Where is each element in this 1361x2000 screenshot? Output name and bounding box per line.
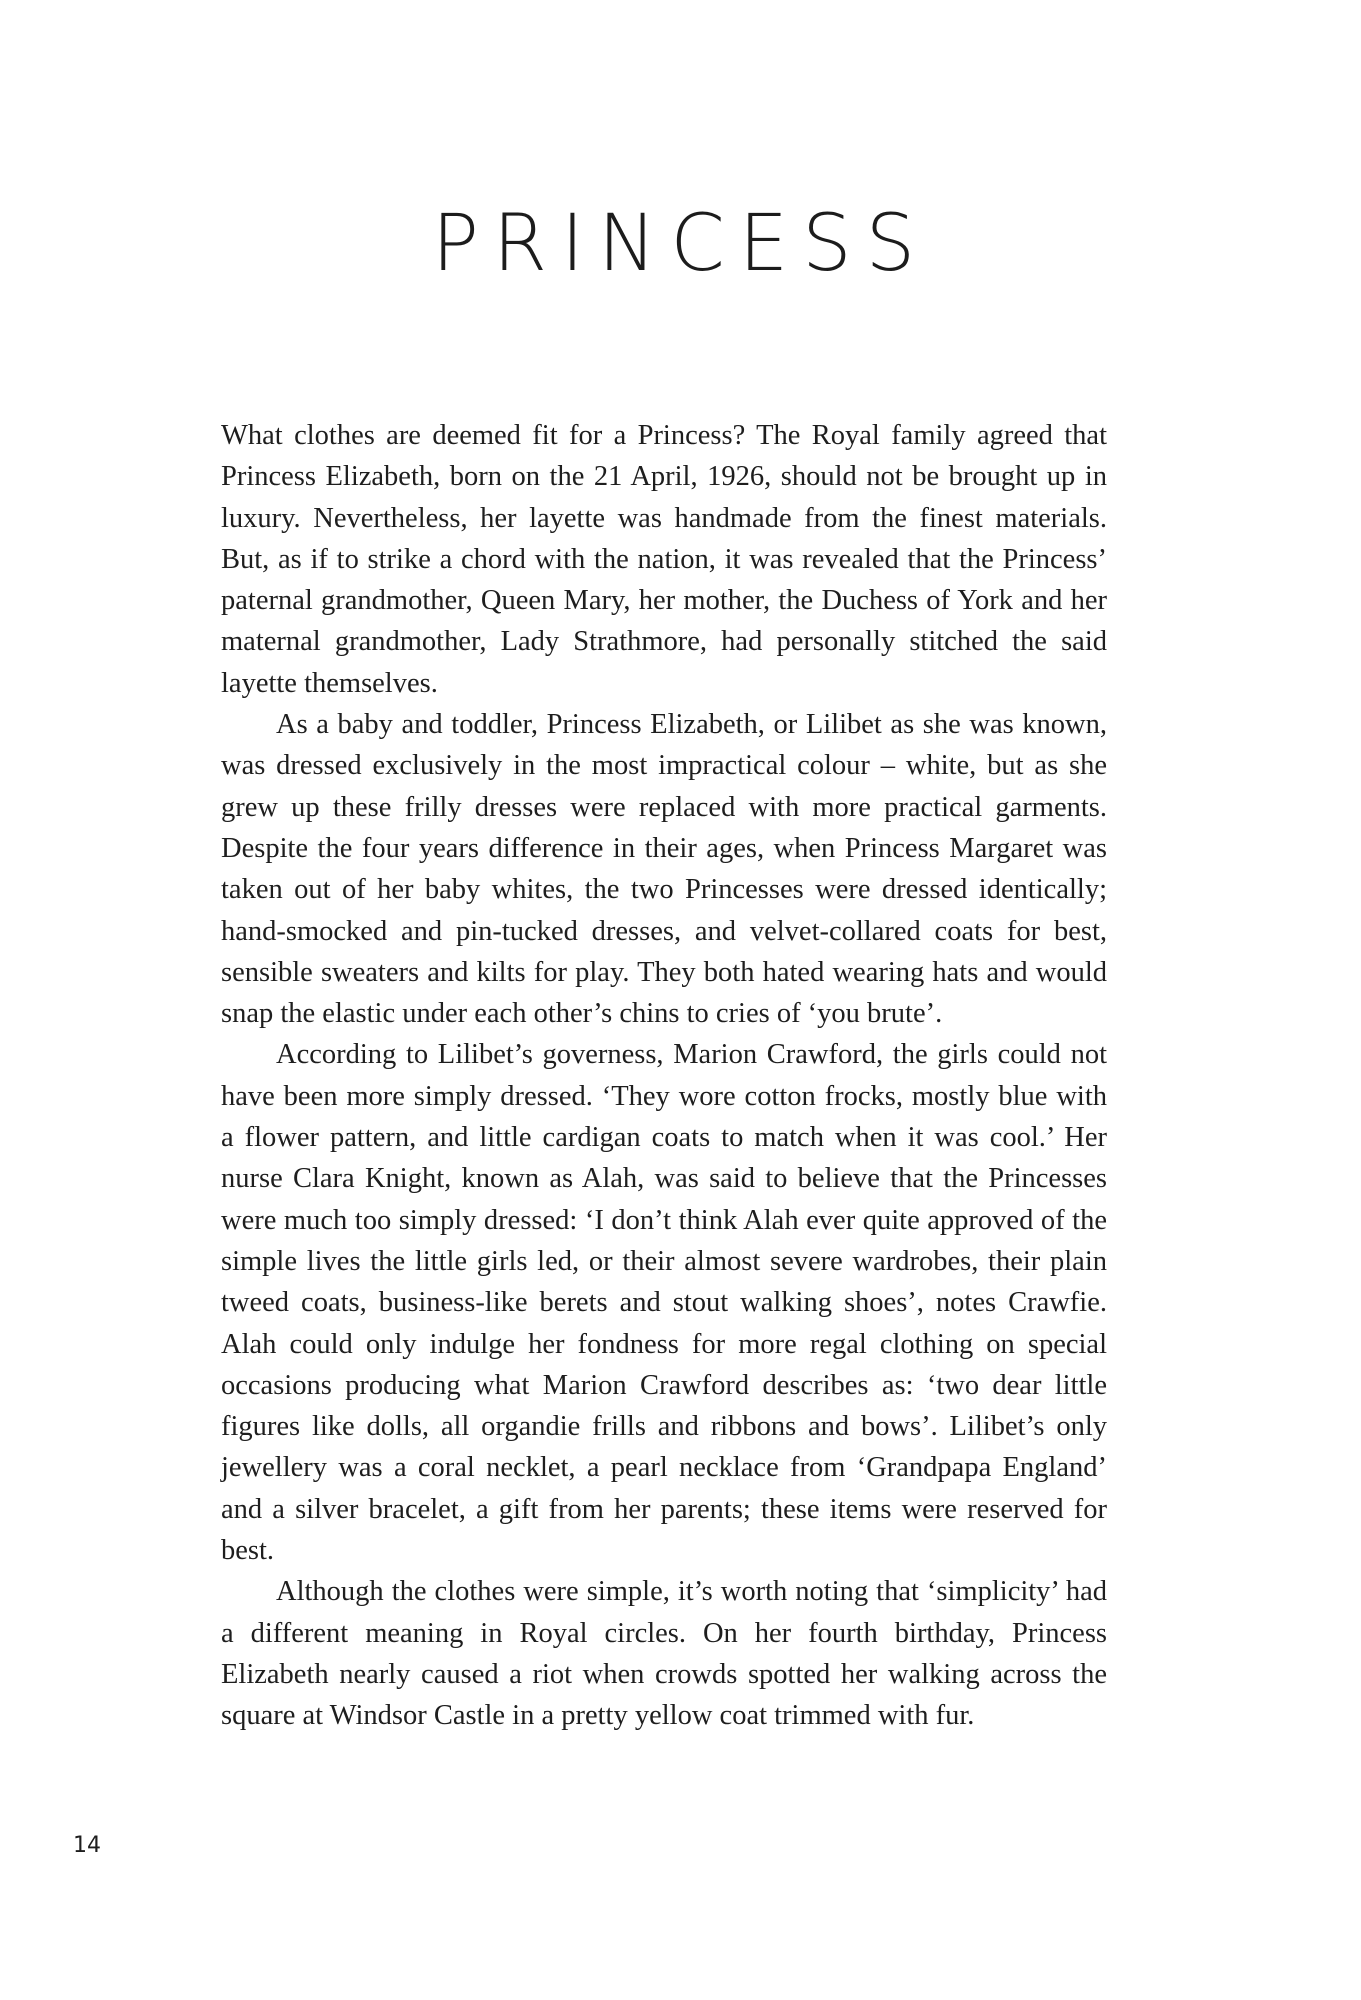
paragraph-3: According to Lilibet’s governess, Marion Crawford, the girls could not have been more simply dressed. ‘They wore cotton frocks, mostly blue with a flower pattern, and little cardigan coats to match when it was cool.’ Her nurse Clara Knight, known as Alah, was said to believe that the Princesses were much too simply dressed: ‘I don’t think Alah ever quite approved of the simple lives the little girls led, or their almost severe wardrobes, their plain tweed coats, business-like berets and stout walking shoes’, notes Crawfie. Alah could only indulge her fondness for more regal clothing on special occasions producing what Marion Crawford describes as: ‘two dear little figures like dolls, all organdie frills and ribbons and bows’. Lilibet’s only jewellery was a coral necklet, a pearl necklace from ‘Grandpapa England’ and a silver bracelet, a gift from her parents; these items were reserved for best. (221, 1039, 1107, 1567)
body-text (221, 415, 1107, 1737)
paragraph-1: What clothes are deemed fit for a Princess? The Royal family agreed that Princess Elizabeth, born on the 21 April, 1926, should not be brought up in luxury. Nevertheless, her layette was handmade from the finest materials. But, as if to strike a chord with the nation, it was revealed that the Princess’ paternal grandmother, Queen Mary, her mother, the Duchess of York and her maternal grandmother, Lady Strathmore, had personally stitched the said layette themselves. (221, 420, 1107, 699)
chapter-title: PRINCESS (431, 199, 930, 289)
page-number: 14 (73, 1833, 101, 1858)
paragraph-4: Although the clothes were simple, it’s worth noting that ‘simplicity’ had a different meaning in Royal circles. On her fourth birthday, Princess Elizabeth nearly caused a riot when crowds spotted her walking across the square at Windsor Castle in a pretty yellow coat trimmed with fur. (221, 1576, 1107, 1732)
paragraph-2: As a baby and toddler, Princess Elizabeth, or Lilibet as she was known, was dressed exclusively in the most impractical colour – white, but as she grew up these frilly dresses were replaced with more practical garments. Despite the four years difference in their ages, when Princess Margaret was taken out of her baby whites, the two Princesses were dressed identically; hand-smocked and pin-tucked dresses, and velvet-collared coats for best, sensible sweaters and kilts for play. They both hated wearing hats and would snap the elastic under each other’s chins to cries of ‘you brute’. (221, 709, 1107, 1030)
